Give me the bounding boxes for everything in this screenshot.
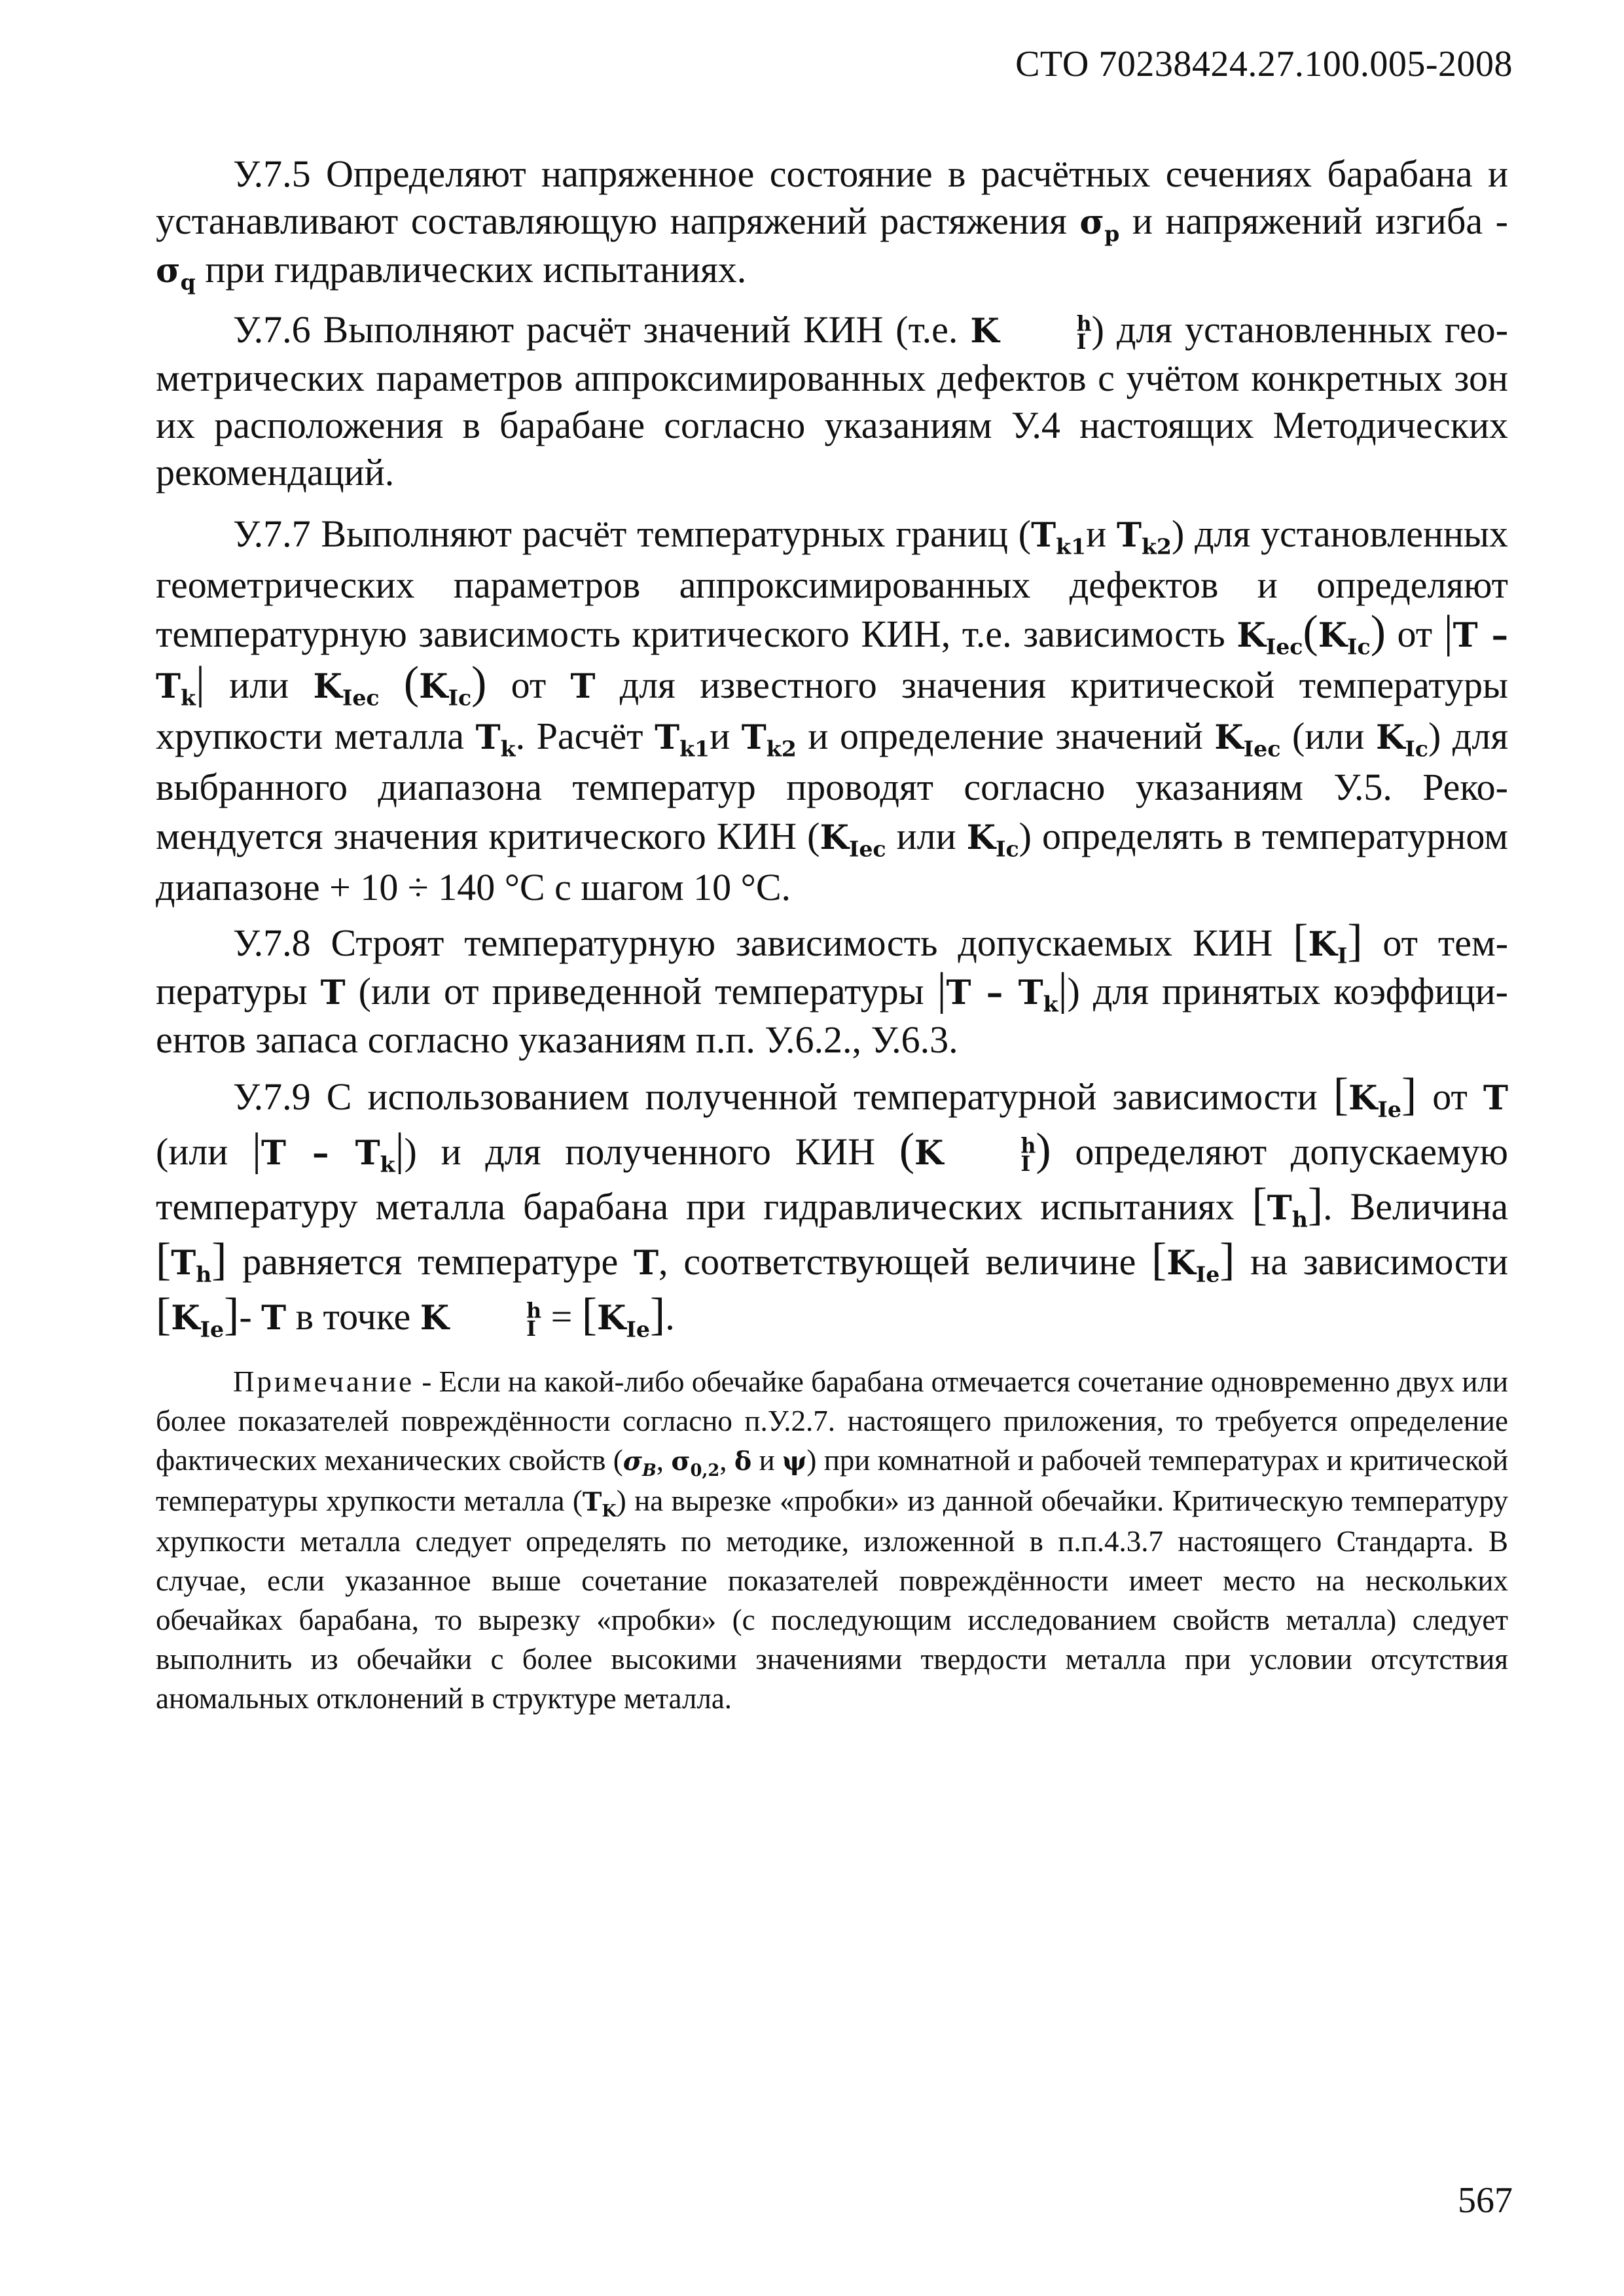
k-ic-symbol: $K_{Ic}$ [1375,718,1428,762]
k-ie-symbol: $K_{Ie}$ [597,1299,651,1342]
paragraph-u777: У.7.7 Выполняют расчёт температурных границ ($T_{k1}и$ $T_{k2}$) для установленных геометрических параметров аппроксимированных дефектов и определяют температурную зависимость критического КИН, т.е. зависимость $K_{Iec}(K_{Ic})$ от $|T - T_k|$ или $K_{Iec}$ $(K_{Ic})$ от T для известного значения критической температуры хрупкости металла $T_k$. Расчёт $T_{k1}и$ $T_{k2}$ и определение значений $K_{Iec}$ (или $K_{Ic}$) для выбранного диапазона температур проводят согласно указаниям У.5. Рекомендуется значения критического КИН ($K_{Iec}$ или $K_{Ic}$) определять в температурном диапазоне + 10 ÷ 140 °С с шагом 10 °С. [156,512,1509,908]
paragraph-u778: У.7.8 Строят температурную зависимость допускаемых КИН $[K_I]$ от температуры T (или от приведенной температуры $|T - T_k|$) для принятых коэффициентов запаса согласно указаниям п.п. У.6.2., У.6.3. [156,916,1509,1061]
k-iec-symbol: $K_{Iec}$ [1236,616,1303,660]
k-i-h-symbol: K h I [420,1298,542,1342]
k-iec-symbol: $K_{Iec}$ [820,818,886,862]
paragraph-u775: У.7.5 Определяют напряженное состояние в расчётных сечениях барабана и устанавливают составляющую напряжений растяжения $\sigma_p$ и напряжений изгиба - $\sigma_q$ при гидравлических испытаниях. [156,152,1508,295]
sigma-q-symbol: $\sigma_q$ [156,251,196,295]
paragraph-u776: У.7.6 Выполняют расчёт значений КИН (т.е. K h I ) для установленных геометрических параметров аппроксимированных дефектов с учётом конкретных зон их расположения в барабане согласно указаниям У.4 настоящих Методических рекомендаций. [156,308,1509,493]
page-body [156,151,1508,1718]
t-k-note-symbol: $T_K$ [582,1487,617,1521]
t-minus-tk-symbol: T – $T_k$ [261,1134,395,1177]
k-ie-symbol: $K_{Ie}$ [1348,1079,1401,1122]
k-i-h-symbol: K h I [914,1133,1036,1177]
t-h-symbol: $T_h$ [1267,1189,1308,1232]
t-minus-tk-symbol: T – $T_k$ [156,616,1508,711]
k-iec-symbol: $K_{Iec}$ [1214,718,1281,762]
t-symbol: T [320,973,346,1013]
sigma-p-symbol: $\sigma_p$ [1079,203,1120,247]
k-ie-symbol: $K_{Ie}$ [171,1299,225,1342]
t-k1-symbol: $T_{k1}$ [655,718,710,762]
t-k1-symbol: $T_{k1}$ [1031,516,1087,560]
k-ie-symbol: $K_{Ie}$ [1166,1244,1220,1287]
t-h-symbol: $T_h$ [171,1244,212,1287]
psi-symbol: ψ [782,1446,807,1477]
t-symbol: T [1483,1079,1508,1118]
k-iec-symbol: $K_{Iec}$ [313,667,380,711]
k-ic-symbol: $K_{Ic}$ [966,818,1019,862]
t-minus-tk-symbol: T – $T_k$ [946,973,1058,1017]
k-i-h-symbol: K h I [970,311,1092,355]
k-ic-symbol: $K_{Ic}$ [1318,616,1371,660]
paragraph-u779: У.7.9 С использованием полученной температурной зависимости $[K_{Ie}]$ от T (или $|T - T_k|$) и для полученного КИН (K h I ) определяют допускаемую температуру металла барабана при гидравлических испытаниях $[T_h]$. Величина $[T_h]$ равняется температуре T, соответствующей величине $[K_{Ie}]$ на зависимости $[K_{Ie}]-$ T в точке K h I = $[K_{Ie}]$. [156,1069,1509,1342]
t-k2-symbol: $T_{k2}$ [1116,516,1172,560]
t-symbol: T [634,1244,659,1283]
sigma-b-symbol: $\sigma_B$ [623,1446,657,1480]
t-symbol: T [261,1299,287,1338]
sigma-02-symbol: $\sigma_{0,2}$ [671,1446,720,1480]
document-code-header: СТО 70238424.27.100.005-2008 [1015,44,1513,84]
t-symbol: T [570,667,596,706]
t-k2-symbol: $T_{k2}$ [741,718,797,762]
note-paragraph: Примечание - Если на какой-либо обечайке барабана отмечается сочетание одновременно двух или более показателей повреждённости согласно п.У.2.7. настоящего приложения, то требуется определение фактических механических свойств ($\sigma_B$, $\sigma_{0,2}$, δ и ψ) при комнатной и рабочей температурах и критической температуры хрупкости металла $(T_K)$ на вырезке «пробки» из данной обечайки. Критическую температуру хрупкости металла следует определять по методике, изложенной в п.п.4.3.7 настоящего Стандарта. В случае, если указанное выше сочетание показателей повреждённости имеет место на нескольких обечайках барабана, то вырезку «пробки» (с последующим исследованием свойств металла) следует выполнить из обечайки с более высокими значениями твердости металла при условии отсутствия аномальных отклонений в структуре металла. [156,1365,1509,1715]
t-k-symbol: $T_k$ [475,718,516,762]
delta-symbol: δ [734,1446,752,1477]
note-label: Примечание [233,1365,415,1398]
k-ic-symbol: $K_{Ic}$ [419,667,472,711]
page-number: 567 [1458,2180,1513,2221]
k-i-symbol: $K_I$ [1308,925,1348,969]
